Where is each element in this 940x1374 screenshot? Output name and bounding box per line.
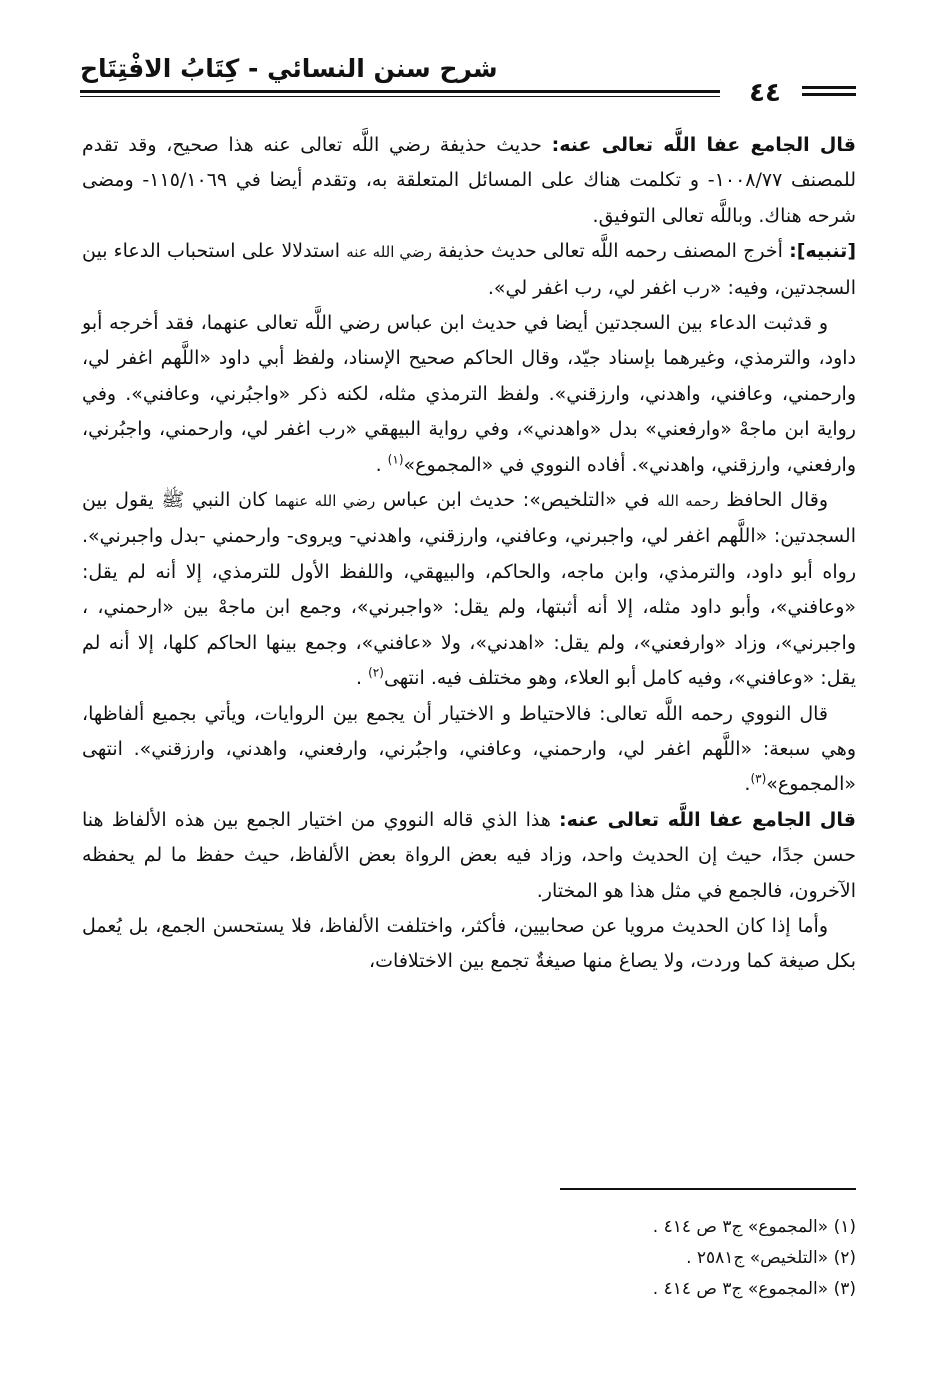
page-number-rule-bottom <box>802 93 856 96</box>
paragraph-6 <box>82 803 856 909</box>
paragraph-1 <box>82 128 856 234</box>
paragraph-text: . <box>375 453 388 476</box>
paragraph-text: وأما إذا كان الحديث مرويا عن صحابيين، فأكثر، واختلفت الألفاظ، فلا يستحسن الجمع، بل يُعمل بكل صيغة كما وردت، ولا يصاغ منها صيغةٌ تجمع بين الاختلافات، <box>82 914 856 973</box>
footnote-marker: (٣) <box>750 771 767 786</box>
footnotes <box>82 1212 856 1305</box>
paragraph-text: أخرج المصنف رحمه اللَّه تعالى حديث حذيفة <box>431 240 790 263</box>
paragraph-text: هذا الذي قاله النووي من اختيار الجمع بين هذه الألفاظ هنا حسن جدًا، حيث إن الحديث واحد، وزاد فيه بعض الرواة بعض الألفاظ، حيث حفظ ما لم يحفظه الآخرون، فالجمع في مثل هذا هو المختار. <box>82 808 856 902</box>
paragraph-2 <box>82 234 856 306</box>
page-header <box>80 50 856 106</box>
honorific-glyph: رضي الله عنهما <box>274 492 376 511</box>
page-number: ٤٤ <box>749 78 781 108</box>
running-title: شرح سنن النسائي - كِتَابُ الافْتِتَاح <box>80 54 498 83</box>
footnote-1: (١) «المجموع» ج٣ ص ٤١٤ . <box>652 1217 856 1237</box>
paragraph-text: في «التلخيص»: حديث ابن عباس <box>375 489 658 512</box>
paragraph-lead: قال الجامع عفا اللَّه تعالى عنه: <box>551 134 856 156</box>
paragraph-7 <box>82 909 856 980</box>
paragraph-5 <box>82 697 856 803</box>
body-text <box>82 128 856 980</box>
honorific-glyph: ﷺ <box>161 489 185 512</box>
footnote-separator <box>560 1188 856 1190</box>
paragraph-text: و قدثبت الدعاء بين السجدتين أيضا في حديث ابن عباس رضي اللَّه تعالى عنهما، فقد أخرجه أبو داود، والترمذي، وغيرهما بإسناد جيّد، وقال الحاكم صحيح الإسناد، ولفظ أبي داود «اللَّهم اغفر لي، وارحمني، وعافني، واهدني، وارزقني». ولفظ الترمذي مثله، لكنه ذكر «واجبُرني، وعافني». وفي رواية ابن ماجهْ «وارفعني» بدل «واهدني»، وفي رواية البيهقي «رب اغفر لي، وارحمني، واجبُرني، وارفعني، وارزقني، واهدني». أفاده النووي في «المجموع» <box>82 312 856 476</box>
header-rule-thin <box>80 96 720 97</box>
page-number-rule-top <box>802 86 856 89</box>
footnote-3: (٣) «المجموع» ج٣ ص ٤١٤ . <box>652 1279 856 1299</box>
paragraph-4 <box>82 483 856 696</box>
paragraph-text: حديث حذيفة رضي اللَّه تعالى عنه هذا صحيح، وقد تقدم للمصنف ١٠٠٨/٧٧- و تكلمت هناك على المسائل المتعلقة به، وتقدم أيضا في ١١٥/١٠٦٩- ومضى شرحه هناك. وباللَّه تعالى التوفيق. <box>82 134 857 227</box>
paragraph-text: . <box>356 667 369 690</box>
honorific-glyph: رضي الله عنه <box>346 243 432 262</box>
paragraph-text: يقول بين السجدتين: «اللَّهم اغفر لي، واجبرني، وعافني، وارزقني، واهدني- ويروى- وارحمني -بدل واجبرني». رواه أبو داود، والترمذي، وابن ماجه، والحاكم، والبيهقي، واللفظ الأول للترمذي، إلا أنه لم يقل: «وعافني»، وأبو داود مثله، إلا أنه أثبتها، ولم يقل: «واجبرني»، وجمع ابن ماجهْ بين «ارحمني، ، واجبرني»، وزاد «وارفعني»، ولم يقل: «اهدني»، ولا «عافني»، وجمع بينها الحاكم كلها، إلا أنه لم يقل: «وعافني»، وفيه كامل أبو العلاء، وهو مختلف فيه. انتهى <box>82 489 856 690</box>
paragraph-text: وقال الحافظ <box>718 489 828 512</box>
note-heading: [تنبيه]: <box>789 240 856 263</box>
paragraph-text: قال النووي رحمه اللَّه تعالى: فالاحتياط و الاختيار أن يجمع بين الروايات، ويأتي بجميع ألفاظها، وهي سبعة: «اللَّهم اغفر لي، وارحمني، وعافني، واجبُرني، وارفعني، واهدني، وارزقني». انتهى «المجموع» <box>82 702 856 796</box>
paragraph-lead: قال الجامع عفا اللَّه تعالى عنه: <box>559 808 856 831</box>
honorific-glyph: رحمه الله <box>657 492 719 511</box>
header-rule-thick <box>80 90 720 93</box>
footnote-2: (٢) «التلخيص» ج٢٥٨١ . <box>686 1248 856 1268</box>
paragraph-3 <box>82 306 856 483</box>
footnote-marker: (١) <box>387 452 404 467</box>
paragraph-text: كان النبي <box>184 489 275 512</box>
footnote-marker: (٢) <box>368 665 384 680</box>
paragraph-text: استدلالا على استحباب الدعاء بين السجدتين، وفيه: «رب اغفر لي، رب اغفر لي». <box>82 240 856 299</box>
paragraph-text: . <box>744 773 751 796</box>
